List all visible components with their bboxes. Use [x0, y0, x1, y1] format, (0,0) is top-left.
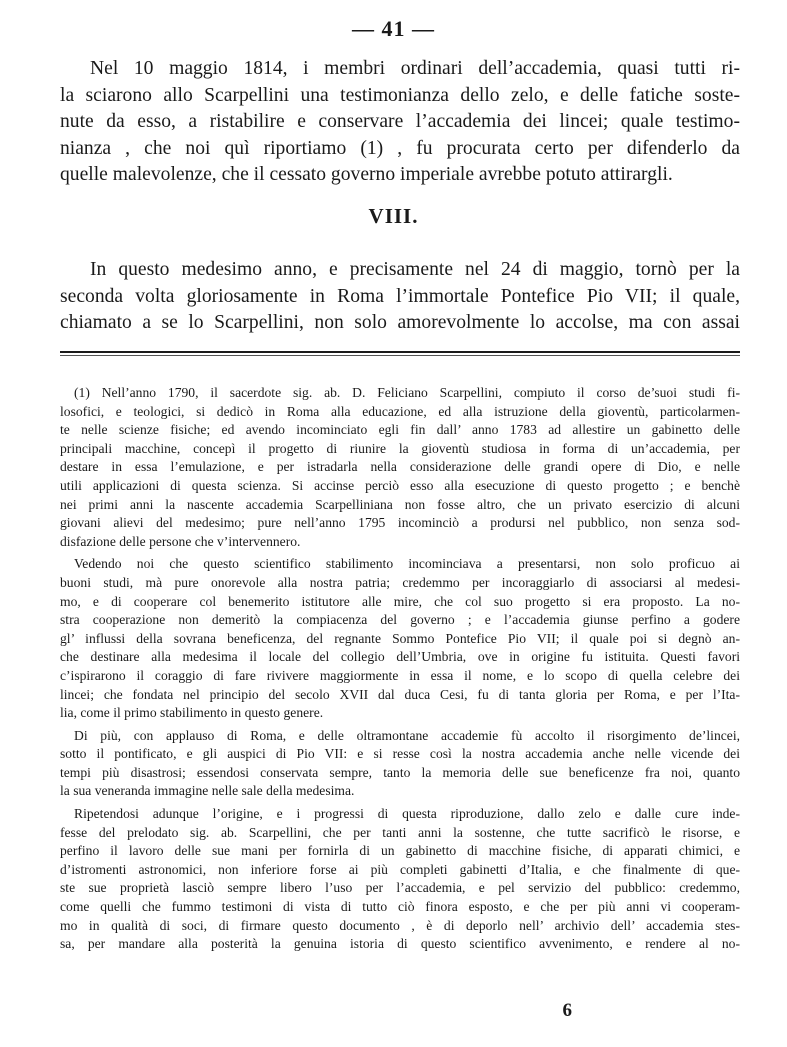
- footnote-line: Di più, con applauso di Roma, e delle oltramontane accademie fù accolto il risorgimento de’lincei,: [74, 727, 740, 743]
- text-line: seconda volta gloriosamente in Roma l’immortale Pontefice Pio VII; il quale,: [60, 285, 740, 307]
- footnote-line: losofici, e teologici, si dedicò in Roma alla educazione, ed alla istruzione della gioventù, particolarmen-: [60, 403, 740, 419]
- footnote-divider: [60, 351, 740, 353]
- footnote-line: che destinare alla medesima il locale del collegio dell’Umbria, ove in origine fu istituita. Questi favori: [60, 649, 740, 665]
- footnote-line: Vedendo noi che questo scientifico stabilimento incominciava a presentarsi, non solo proficuo ai: [74, 556, 740, 572]
- signature-mark: 6: [562, 1000, 572, 1021]
- footnote-line: utili applicazioni di questa scienza. Si accinse perciò esso alla esecuzione di questo progetto ; e benchè: [60, 477, 740, 493]
- footnote-line: sotto il pontificato, e gli auspici di Pio VII: e si resse così la nostra accademia anche nelle vicende dei: [60, 746, 740, 762]
- footnote-line: sa, per mandare alla posterità la genuina istoria di questo scientifico avvenimento, e rendere al no-: [60, 936, 740, 952]
- footnote-line: ste sue proprietà lasciò sempre libero l’uso per l’accademia, e pel servizio del pubblico: credemmo,: [60, 880, 740, 896]
- footnote-line: c’ispirarono il coraggio di fare rivivere maggiormente in essa il nome, e lo scopo di quella celebre dei: [60, 667, 740, 683]
- footnote-line: come quelli che fummo testimoni di vista di tutto ciò finora esposto, e che per più anni vi cooperam-: [60, 899, 740, 915]
- text-line: Nel 10 maggio 1814, i membri ordinari dell’accademia, quasi tutti ri-: [90, 58, 740, 79]
- footnote-line: te nelle scienze fisiche; ed avendo incominciato egli fin dall’ anno 1783 ad allestire un gabinetto delle: [60, 422, 740, 438]
- footnote-line: buoni studi, mà pure onorevole alla nostra patria; credemmo per incoraggiarlo di associarsi al medesi-: [60, 574, 740, 590]
- paragraph-2: [60, 257, 740, 337]
- footnote-line: stra cooperazione non demeritò la compiacenza del governo ; e l’accademia giunse perfino a godere: [60, 612, 740, 628]
- footnote-line: lincei; che fondata nel principio del secolo XVII dal duca Cesi, fu di tanta gloria per Roma, e per l’Ita-: [60, 686, 740, 702]
- footnote-line: gl’ influssi della sovrana beneficenza, del regnante Sommo Pontefice Pio VII; il quale poi si degnò an-: [60, 630, 740, 646]
- footnote-line: Ripetendosi adunque l’origine, e i progressi di questa riproduzione, dallo zelo e dalle cure inde-: [74, 806, 740, 822]
- footnote-line: d’istromenti astronomici, non inferiore forse ai più completi gabinetti d’Italia, e che finalmente di que-: [60, 861, 740, 877]
- footnote-line: destare in essa l’emulazione, e per istradarla nella considerazione delle grandi opere di Dio, e nelle: [60, 459, 740, 475]
- footnote: [60, 384, 740, 954]
- text-line: quelle malevolenze, che il cessato governo imperiale avrebbe potuto attirargli.: [60, 164, 673, 185]
- text-line: nute da esso, a ristabilire e conservare l’accademia dei lincei; quale testimo-: [60, 111, 740, 132]
- footnote-line: la sua veneranda immagine nelle sale della medesima.: [60, 783, 355, 799]
- footnote-divider-thin: [60, 355, 740, 356]
- section-heading: VIII.: [368, 204, 419, 228]
- footnote-line: giovani alievi del medesimo; pure nell’anno 1795 incominciò a prodursi nel pubblico, non senza sod-: [60, 515, 740, 531]
- footnote-line: principali macchine, concepì il progetto di riunire la gioventù studiosa in forma di un’accademia, per: [60, 440, 740, 456]
- footnote-line: lia, come il primo stabilimento in questo genere.: [60, 705, 324, 721]
- text-line: In questo medesimo anno, e precisamente nel 24 di maggio, tornò per la: [90, 259, 740, 280]
- footnote-line: nei primi anni la nascente accademia Scarpelliniana non fosse altro, che un privato esercizio di alcuni: [60, 496, 740, 512]
- page-number: — 41 —: [352, 16, 435, 41]
- text-line: chiamato a se lo Scarpellini, non solo amorevolmente lo accolse, ma con assai: [60, 312, 740, 333]
- footnote-line: (1) Nell’anno 1790, il sacerdote sig. ab. D. Feliciano Scarpellini, compiuto il corso de’suoi studi fi-: [74, 385, 740, 400]
- footnote-line: tempi più disastrosi; essendosi conservata sempre, tanto la memoria delle sue beneficenze fra noi, quanto: [60, 764, 740, 780]
- text-line: la sciarono allo Scarpellini una testimonianza dello zelo, e delle fatiche soste-: [60, 84, 740, 106]
- footnote-line: mo in qualità di soci, di firmare questo documento , è di deporlo nell’ archivio dell’ accademia stes-: [60, 917, 740, 933]
- footnote-line: fesse del prelodato sig. ab. Scarpellini, che per tanti anni la sostenne, che tutte sacrificò le risorse, e: [60, 824, 740, 840]
- footnote-line: mo, e di cooperare col benemerito istitutore alle mire, che col suo progetto si era proposto. La no-: [60, 593, 740, 609]
- footnote-line: perfino il lavoro delle sue mani per fornirla di un gabinetto di macchine fisiche, di apparati chimici, e: [60, 843, 740, 859]
- text-line: nianza , che noi quì riportiamo (1) , fu procurata certo per difenderlo da: [60, 137, 740, 159]
- paragraph-1: [60, 56, 740, 189]
- footnote-line: disfazione delle persone che v’intervennero.: [60, 533, 301, 549]
